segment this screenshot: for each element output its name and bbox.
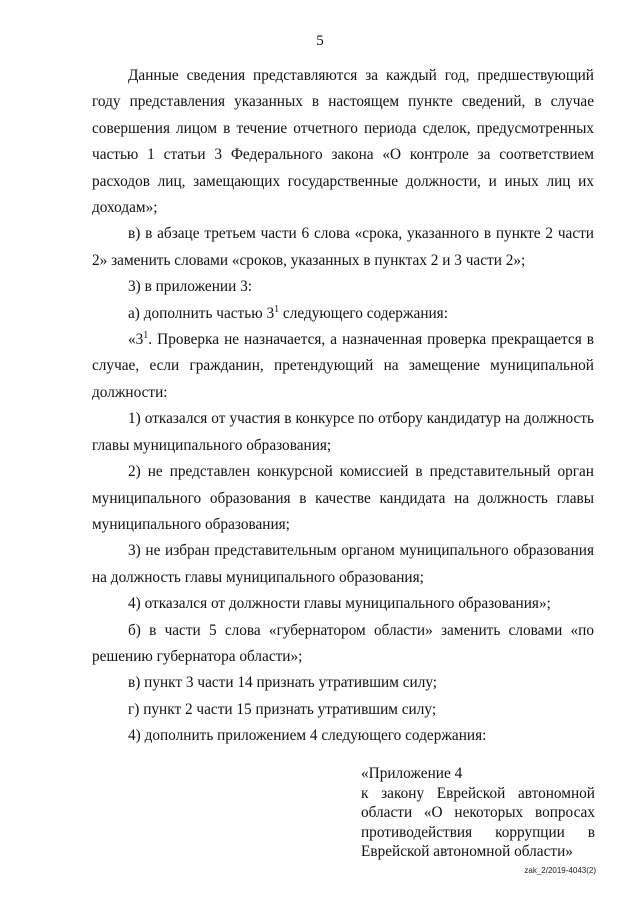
paragraph-list-item-2: 2) не представлен конкурсной комиссией в представительный орган муниципального образования в качестве кандидата на должность главы муниципального образования; <box>92 463 594 533</box>
superscript: 1 <box>143 330 149 342</box>
superscript: 1 <box>274 303 280 315</box>
text-fragment: . Проверка не назначается, а назначенная проверка прекращается в случае, если гражданин, претендующий на замещение муниципальной должности: <box>92 331 594 401</box>
text-fragment: «3 <box>128 331 144 349</box>
appendix-caption <box>361 764 595 862</box>
document-body <box>92 63 594 750</box>
paragraph-appendix3-intro: 3) в приложении 3: <box>128 278 252 296</box>
paragraph-add-appendix4: 4) дополнить приложением 4 следующего содержания: <box>128 727 487 745</box>
paragraph-add-part-3-1 <box>92 301 594 327</box>
appendix-line: «Приложение 4 <box>361 765 463 782</box>
paragraph-reporting-info: Данные сведения представляются за каждый год, предшествующий году представления указанных в настоящем пункте сведений, в случае совершения лицом в течение отчетного периода сделок, предусмотренных частью 1 статьи 3 Федерального закона «О контроле за соответствием расходов лиц, замещающих государственные должности, и иных лиц их доходам»; <box>92 67 594 217</box>
paragraph-item-b-part5: б) в части 5 слова «губернатором области» заменить словами «по решению губернатора области»; <box>92 621 594 665</box>
text-fragment: а) дополнить частью 3 <box>128 304 275 322</box>
appendix-line: к закону Еврейской автономной <box>361 784 595 802</box>
paragraph-item-v-part14: в) пункт 3 части 14 признать утратившим силу; <box>128 674 438 692</box>
paragraph-list-item-1: 1) отказался от участия в конкурсе по отбору кандидатур на должность главы муниципального образования; <box>92 410 594 454</box>
paragraph-item-v-part6: в) в абзаце третьем части 6 слова «срока, указанного в пункте 2 части 2» заменить словами «сроков, указанных в пунктах 2 и 3 части 2»; <box>92 225 594 269</box>
appendix-line: области «О некоторых вопросах <box>361 804 595 821</box>
paragraph-part-3-1-text <box>92 327 594 406</box>
paragraph-list-item-4: 4) отказался от должности главы муниципального образования»; <box>128 595 551 613</box>
appendix-line: противодействия коррупции в <box>361 823 595 841</box>
text-fragment: следующего содержания: <box>279 304 448 322</box>
appendix-line: Еврейской автономной области» <box>361 843 573 860</box>
document-code: zak_2/2019-4043(2) <box>524 866 596 875</box>
paragraph-list-item-3: 3) не избран представительным органом муниципального образования на должность главы муниципального образования; <box>92 542 594 586</box>
paragraph-item-g-part15: г) пункт 2 части 15 признать утратившим силу; <box>128 700 437 718</box>
page-number: 5 <box>316 33 324 49</box>
